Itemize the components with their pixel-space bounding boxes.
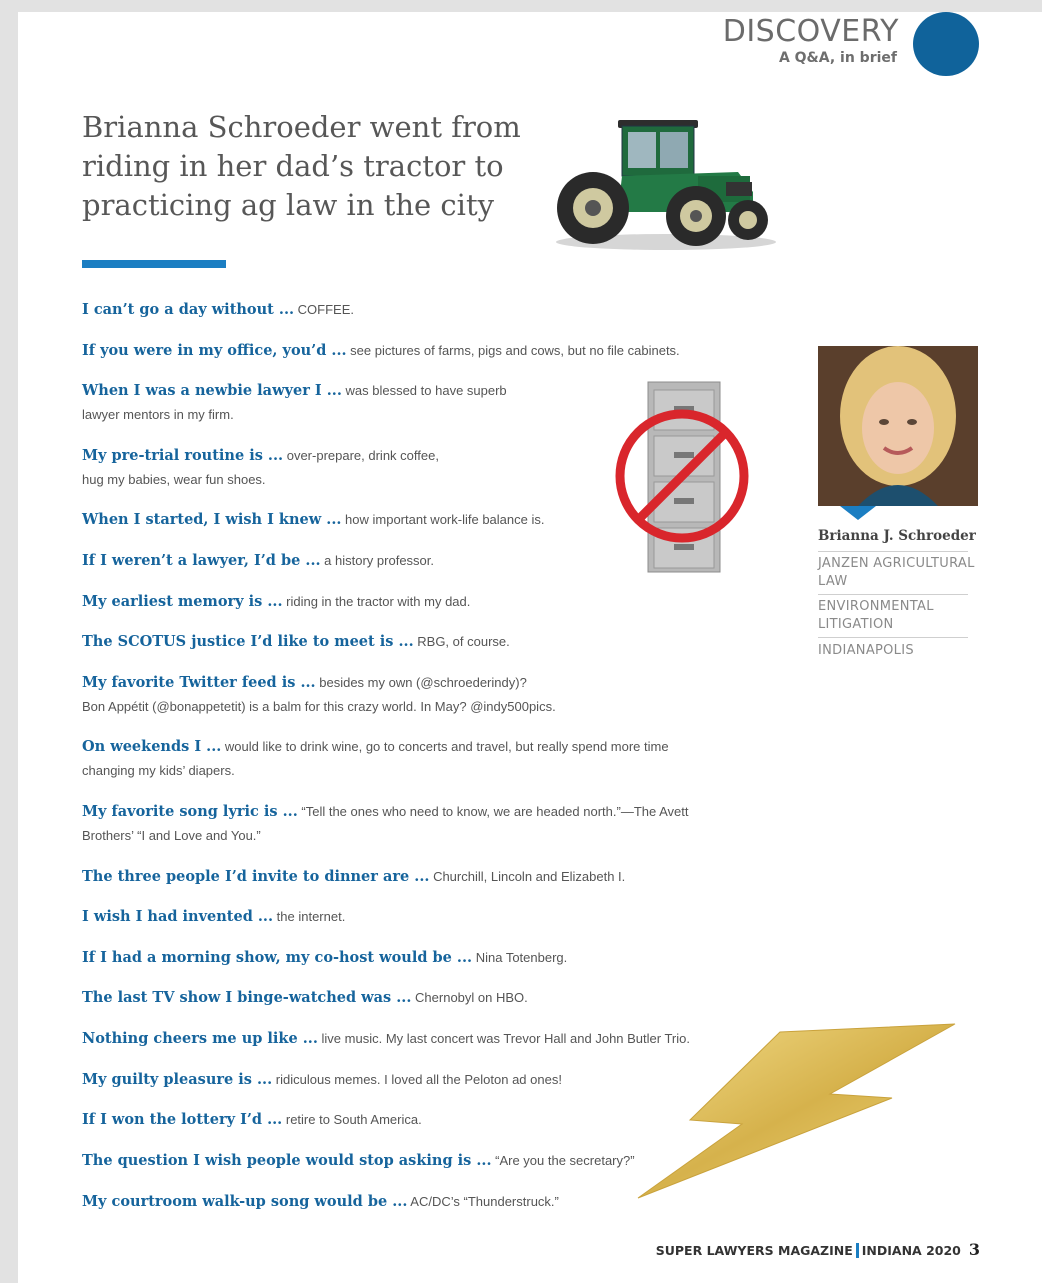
photo-pointer xyxy=(840,506,876,520)
qa-item xyxy=(82,1068,562,1092)
profile-photo xyxy=(818,346,978,506)
profile-practice: ENVIRONMENTAL LITIGATION xyxy=(818,599,934,632)
qa-item xyxy=(82,1108,422,1132)
footer-divider xyxy=(856,1243,859,1258)
footer-magazine: SUPER LAWYERS MAGAZINE xyxy=(655,1243,853,1258)
qa-question: When I started, I wish I knew ... xyxy=(82,511,342,528)
headline-rule xyxy=(82,260,226,268)
qa-answer-continued: changing my kids’ diapers. xyxy=(82,763,235,778)
qa-answer-continued: hug my babies, wear fun shoes. xyxy=(82,472,266,487)
qa-question: The three people I’d invite to dinner are ... xyxy=(82,868,430,885)
qa-answer: would like to drink wine, go to concerts and travel, but really spend more time xyxy=(224,739,669,754)
qa-answer: riding in the tractor with my dad. xyxy=(286,594,471,609)
qa-question: If I had a morning show, my co-host would be ... xyxy=(82,949,473,966)
qa-item xyxy=(82,946,567,970)
qa-item xyxy=(82,298,354,322)
qa-item xyxy=(82,986,528,1010)
qa-item xyxy=(82,800,689,848)
qa-item xyxy=(82,1027,690,1051)
qa-answer-continued: lawyer mentors in my firm. xyxy=(82,407,234,422)
qa-item xyxy=(82,549,434,573)
tractor-illustration xyxy=(548,112,778,252)
qa-question: My earliest memory is ... xyxy=(82,593,283,610)
no-file-cabinet-illustration xyxy=(610,380,760,580)
profile-divider xyxy=(818,637,968,638)
qa-answer: “Are you the secretary?” xyxy=(495,1153,635,1168)
qa-answer: COFFEE. xyxy=(297,302,355,317)
qa-question: My favorite Twitter feed is ... xyxy=(82,674,316,691)
profile-city: INDIANAPOLIS xyxy=(818,643,914,658)
qa-answer: AC/DC’s “Thunderstruck.” xyxy=(410,1194,559,1209)
qa-answer: live music. My last concert was Trevor Hall and John Butler Trio. xyxy=(321,1031,690,1046)
profile-divider xyxy=(818,594,968,595)
qa-item xyxy=(82,1190,559,1214)
qa-item xyxy=(82,590,470,614)
qa-question: I can’t go a day without ... xyxy=(82,301,295,318)
qa-question: When I was a newbie lawyer I ... xyxy=(82,382,342,399)
qa-item xyxy=(82,865,625,889)
qa-answer: over-prepare, drink coffee, xyxy=(286,448,439,463)
qa-item xyxy=(82,735,669,783)
qa-item xyxy=(82,379,507,427)
qa-answer: a history professor. xyxy=(324,553,434,568)
qa-item xyxy=(82,508,544,532)
qa-item xyxy=(82,339,680,363)
qa-item xyxy=(82,630,510,654)
section-title: DISCOVERY xyxy=(722,14,899,49)
qa-question: If I won the lottery I’d ... xyxy=(82,1111,283,1128)
qa-answer-continued: Bon Appétit (@bonappetetit) is a balm for this crazy world. In May? @indy500pics. xyxy=(82,699,556,714)
profile-name: Brianna J. Schroeder xyxy=(818,528,976,544)
qa-question: I wish I had invented ... xyxy=(82,908,274,925)
qa-question: The SCOTUS justice I’d like to meet is ... xyxy=(82,633,414,650)
qa-answer: besides my own (@schroederindy)? xyxy=(319,675,527,690)
qa-answer: “Tell the ones who need to know, we are headed north.”—The Avett xyxy=(301,804,689,819)
qa-item xyxy=(82,671,556,719)
profile-divider xyxy=(818,551,968,552)
section-circle-graphic xyxy=(913,12,979,76)
qa-question: My guilty pleasure is ... xyxy=(82,1071,273,1088)
qa-question: Nothing cheers me up like ... xyxy=(82,1030,318,1047)
qa-question: If I weren’t a lawyer, I’d be ... xyxy=(82,552,321,569)
qa-answer: the internet. xyxy=(276,909,346,924)
page-number: 3 xyxy=(968,1240,980,1259)
qa-answer: ridiculous memes. I loved all the Peloton ad ones! xyxy=(275,1072,562,1087)
qa-question: The last TV show I binge-watched was ... xyxy=(82,989,412,1006)
article-headline: Brianna Schroeder went from riding in her dad’s tractor to practicing ag law in the city xyxy=(82,110,521,222)
page-footer xyxy=(656,1240,980,1259)
qa-question: My pre-trial routine is ... xyxy=(82,447,284,464)
qa-question: If you were in my office, you’d ... xyxy=(82,342,347,359)
magazine-page xyxy=(18,12,1042,1283)
qa-answer: RBG, of course. xyxy=(417,634,510,649)
qa-answer: Nina Totenberg. xyxy=(475,950,568,965)
qa-question: My courtroom walk-up song would be ... xyxy=(82,1193,408,1210)
qa-answer: was blessed to have superb xyxy=(345,383,507,398)
qa-item xyxy=(82,1149,635,1173)
section-subtitle: A Q&A, in brief xyxy=(778,50,897,66)
profile-firm: JANZEN AGRICULTURAL LAW xyxy=(818,556,975,589)
qa-question: The question I wish people would stop asking is ... xyxy=(82,1152,492,1169)
qa-answer: Chernobyl on HBO. xyxy=(415,990,528,1005)
qa-answer: Churchill, Lincoln and Elizabeth I. xyxy=(433,869,626,884)
qa-answer: how important work-life balance is. xyxy=(345,512,545,527)
footer-edition: INDIANA 2020 xyxy=(861,1243,961,1258)
qa-question: On weekends I ... xyxy=(82,738,222,755)
qa-answer: retire to South America. xyxy=(285,1112,422,1127)
qa-answer: see pictures of farms, pigs and cows, but no file cabinets. xyxy=(350,343,680,358)
portrait-illustration xyxy=(818,346,978,506)
qa-item xyxy=(82,905,345,929)
qa-question: My favorite song lyric is ... xyxy=(82,803,298,820)
qa-item xyxy=(82,444,439,492)
qa-answer-continued: Brothers’ “I and Love and You.” xyxy=(82,828,261,843)
